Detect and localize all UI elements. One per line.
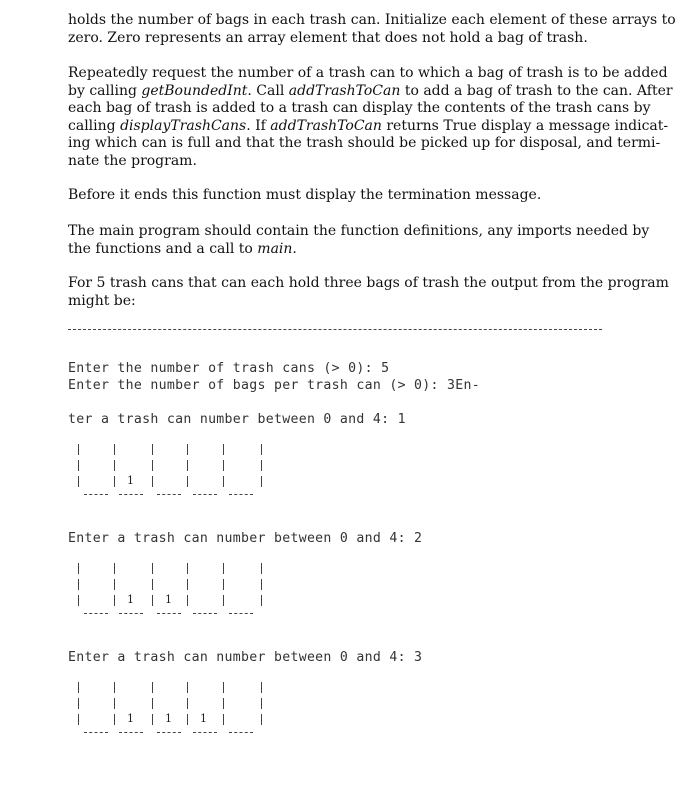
can-wall <box>78 595 79 606</box>
can-wall <box>261 460 262 471</box>
can-base <box>84 732 108 733</box>
can-wall <box>114 476 115 487</box>
can-wall <box>78 682 79 693</box>
output-prompt-can-number: ter a trash can number between 0 and 4: 1 <box>68 412 406 427</box>
can-wall <box>152 698 153 709</box>
can-base <box>193 613 217 614</box>
paragraph-main-program <box>68 223 650 258</box>
text-line: ing which can is full and that the trash should be picked up for disposal, and termi- <box>68 135 661 151</box>
bag-count: 1 <box>127 712 134 725</box>
output-prompt-cans: Enter the number of trash cans (> 0): 5 <box>68 361 390 376</box>
can-wall <box>187 682 188 693</box>
can-wall <box>114 714 115 725</box>
text-line: For 5 trash cans that can each hold three bags of trash the output from the program <box>68 275 669 291</box>
text-line: each bag of trash is added to a trash can display the contents of the trash cans by <box>68 100 651 116</box>
can-base <box>229 613 253 614</box>
can-wall <box>78 698 79 709</box>
bag-count: 1 <box>127 593 134 606</box>
trash-cans-display <box>68 442 288 502</box>
text-line: calling displayTrashCans. If addTrashToCan returns True display a message indicat- <box>68 117 669 134</box>
can-wall <box>223 595 224 606</box>
can-wall <box>187 579 188 590</box>
can-wall <box>261 444 262 455</box>
can-wall <box>78 476 79 487</box>
paragraph-termination <box>68 187 628 205</box>
function-name-displaytrashcans: displayTrashCans <box>120 117 247 134</box>
can-wall <box>78 460 79 471</box>
bag-count: 1 <box>200 712 207 725</box>
can-base <box>157 494 181 495</box>
text-line: holds the number of bags in each trash can. Initialize each element of these arrays to <box>68 12 676 28</box>
can-wall <box>223 460 224 471</box>
can-base <box>119 494 143 495</box>
text-line: by calling getBoundedInt. Call addTrashToCan to add a bag of trash to the can. After <box>68 82 673 99</box>
text-line: The main program should contain the function definitions, any imports needed by <box>68 223 650 239</box>
can-wall <box>261 714 262 725</box>
can-wall <box>261 563 262 574</box>
function-name-addtrashtocan: addTrashToCan <box>288 82 401 99</box>
can-wall <box>223 563 224 574</box>
text-line: the functions and a call to main. <box>68 240 297 257</box>
can-wall <box>78 444 79 455</box>
can-wall <box>223 476 224 487</box>
can-wall <box>223 714 224 725</box>
paragraph-repeat-request <box>68 65 673 170</box>
can-wall <box>114 682 115 693</box>
can-wall <box>114 698 115 709</box>
can-wall <box>152 563 153 574</box>
dashed-divider <box>68 329 602 330</box>
can-wall <box>114 563 115 574</box>
bag-count: 1 <box>165 712 172 725</box>
can-wall <box>187 595 188 606</box>
trash-cans-display <box>68 561 288 621</box>
can-wall <box>261 698 262 709</box>
can-wall <box>152 682 153 693</box>
can-base <box>229 732 253 733</box>
can-base <box>119 613 143 614</box>
can-base <box>157 732 181 733</box>
can-wall <box>261 682 262 693</box>
can-base <box>84 494 108 495</box>
can-wall <box>223 682 224 693</box>
bag-count: 1 <box>165 593 172 606</box>
paragraph-arrays-init <box>68 12 676 47</box>
can-wall <box>152 595 153 606</box>
can-wall <box>187 444 188 455</box>
can-wall <box>261 595 262 606</box>
can-wall <box>187 563 188 574</box>
can-wall <box>78 563 79 574</box>
can-wall <box>114 460 115 471</box>
paragraph-example-intro <box>68 275 669 310</box>
can-wall <box>187 476 188 487</box>
can-wall <box>223 579 224 590</box>
text-line: might be: <box>68 292 136 309</box>
can-wall <box>152 476 153 487</box>
can-base <box>84 613 108 614</box>
can-wall <box>114 595 115 606</box>
can-base <box>157 613 181 614</box>
output-prompt-can-number: Enter a trash can number between 0 and 4: 3 <box>68 650 423 665</box>
can-wall <box>152 579 153 590</box>
text-line: zero. Zero represents an array element that does not hold a bag of trash. <box>68 29 588 46</box>
can-wall <box>223 698 224 709</box>
can-wall <box>114 444 115 455</box>
output-prompt-bags: Enter the number of bags per trash can (> 0): 3En- <box>68 378 480 393</box>
can-wall <box>187 714 188 725</box>
can-wall <box>152 444 153 455</box>
bag-count: 1 <box>127 474 134 487</box>
can-wall <box>261 476 262 487</box>
function-name-getboundedint: getBoundedInt <box>141 82 248 99</box>
trash-cans-display <box>68 680 288 740</box>
text-line: Before it ends this function must display the termination message. <box>68 187 542 203</box>
text-line: nate the program. <box>68 152 197 169</box>
can-base <box>193 494 217 495</box>
can-base <box>193 732 217 733</box>
output-prompt-can-number: Enter a trash can number between 0 and 4: 2 <box>68 531 423 546</box>
can-wall <box>223 444 224 455</box>
can-wall <box>261 579 262 590</box>
can-wall <box>78 714 79 725</box>
text-line: Repeatedly request the number of a trash can to which a bag of trash is to be added <box>68 65 668 81</box>
can-wall <box>78 579 79 590</box>
can-wall <box>187 698 188 709</box>
can-base <box>119 732 143 733</box>
can-wall <box>152 460 153 471</box>
function-name-addtrashtocan: addTrashToCan <box>270 117 382 134</box>
can-wall <box>114 579 115 590</box>
can-base <box>229 494 253 495</box>
can-wall <box>152 714 153 725</box>
function-name-main: main <box>257 240 293 257</box>
can-wall <box>187 460 188 471</box>
